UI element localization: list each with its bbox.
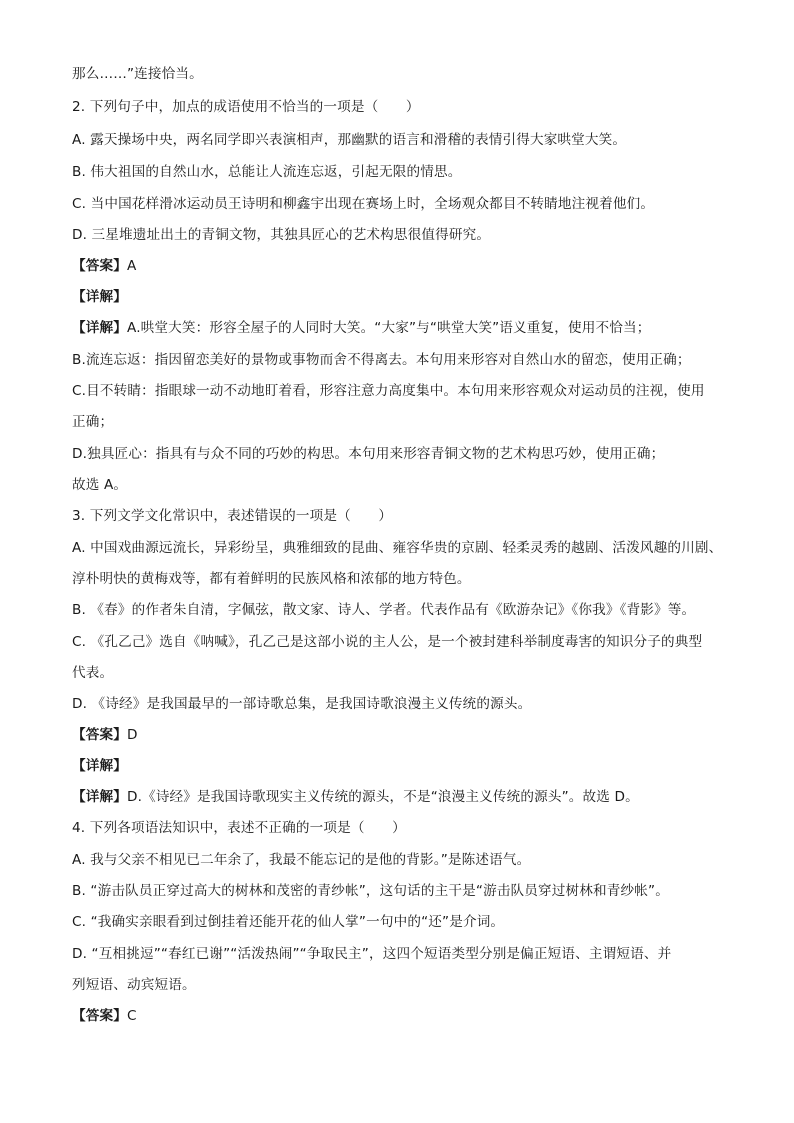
question-2-option-a: A. 露天操场中央，两名同学即兴表演相声，那幽默的语言和滑稽的表情引得大家哄堂大笑。 [72,132,627,148]
detail-line: D.独具匠心：指具有与众不同的巧妙的构思。本句用来形容青铜文物的艺术构思巧妙，使用正确； [72,446,665,462]
question-4-option-b: B. “游击队员正穿过高大的树林和茂密的青纱帐”，这句话的主干是“游击队员穿过树林和青纱帐”。 [72,883,669,899]
question-4-option-a: A. 我与父亲不相见已二年余了，我最不能忘记的是他的背影。”是陈述语气。 [72,852,531,868]
question-2-option-d: D. 三星堆遗址出土的青铜文物，其独具匠心的艺术构思很值得研究。 [72,227,491,243]
question-3-option-c: C. 《孔乙己》选自《呐喊》，孔乙己是这部小说的主人公，是一个被封建科举制度毒害的知识分子的典型 [72,634,703,650]
question-3-option-c-cont: 代表。 [72,665,114,681]
detail-heading-tag: 【详解】 [72,289,127,305]
detail-tag: 【详解】 [72,320,127,336]
answer-line [72,725,138,745]
detail-line [72,787,639,807]
question-4-option-d-cont: 列短语、动宾短语。 [72,977,196,993]
answer-line [72,1006,137,1026]
answer-value: C [126,1008,137,1024]
question-4-stem: 4. 下列各项语法知识中，表述不正确的一项是（ ） [72,820,406,836]
question-2-option-b: B. 伟大祖国的自然山水，总能让人流连忘返，引起无限的情思。 [72,164,462,180]
question-2-option-c: C. 当中国花样滑冰运动员王诗明和柳鑫宇出现在赛场上时，全场观众都目不转睛地注视着他们。 [72,196,655,212]
question-3-option-d: D. 《诗经》是我国最早的一部诗歌总集，是我国诗歌浪漫主义传统的源头。 [72,696,532,712]
answer-tag: 【答案】 [72,1008,127,1024]
answer-line [72,256,136,276]
detail-text: A.哄堂大笑：形容全屋子的人同时大笑。“大家”与“哄堂大笑”语义重复，使用不恰当； [126,320,651,336]
answer-value: A [126,258,137,274]
answer-tag: 【答案】 [72,258,127,274]
detail-line: 故选 A。 [72,477,128,493]
question-3-option-a: A. 中国戏曲源远流长，异彩纷呈，典雅细致的昆曲、雍容华贵的京剧、轻柔灵秀的越剧、活泼风趣的川剧、 [72,540,723,556]
answer-value: D [126,727,138,743]
question-3-option-b: B. 《春》的作者朱自清，字佩弦，散文家、诗人、学者。代表作品有《欧游杂记》《你我》《背影》等。 [72,602,696,618]
detail-heading-line [72,287,127,307]
answer-tag: 【答案】 [72,727,127,743]
detail-line: 正确； [72,414,114,430]
detail-line: B.流连忘返：指因留恋美好的景物或事物而舍不得离去。本句用来形容对自然山水的留恋，使用正确； [72,352,691,368]
detail-text: D.《诗经》是我国诗歌现实主义传统的源头，不是“浪漫主义传统的源头”。故选 D。 [126,789,639,805]
detail-heading-tag: 【详解】 [72,758,127,774]
text-line: 那么……”连接恰当。 [72,66,203,82]
question-4-option-c: C. “我确实亲眼看到过倒挂着还能开花的仙人掌”一句中的“还”是介词。 [72,914,505,930]
detail-line: C.目不转睛：指眼球一动不动地盯着看，形容注意力高度集中。本句用来形容观众对运动员的注视，使用 [72,383,705,399]
detail-tag: 【详解】 [72,789,127,805]
detail-heading-line [72,756,127,776]
question-4-option-d: D. “互相挑逗”“春红已谢”“活泼热闹”“争取民主”，这四个短语类型分别是偏正短语、主谓短语、并 [72,946,672,962]
detail-line [72,318,650,338]
question-3-option-a-cont: 淳朴明快的黄梅戏等，都有着鲜明的民族风格和浓郁的地方特色。 [72,571,471,587]
question-2-stem: 2. 下列句子中，加点的成语使用不恰当的一项是（ ） [72,99,420,115]
question-3-stem: 3. 下列文学文化常识中，表述错误的一项是（ ） [72,508,393,524]
